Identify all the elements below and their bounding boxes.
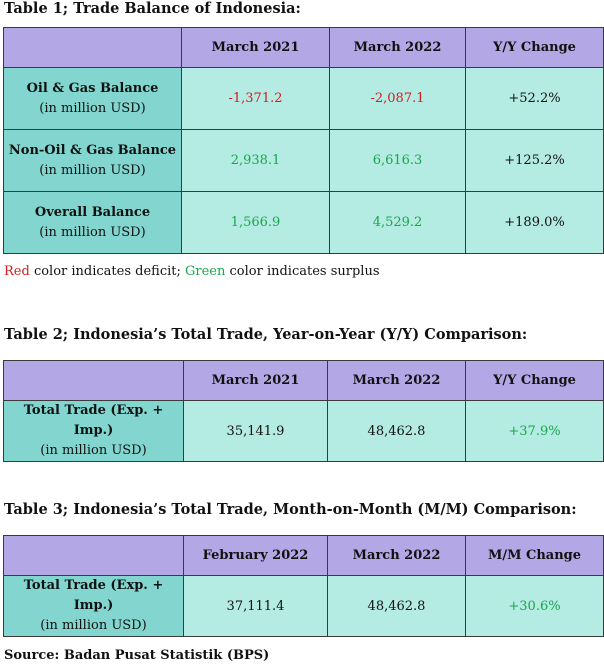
table1-header-blank — [4, 28, 182, 68]
value-change: +52.2% — [466, 68, 604, 130]
source-note: Source: Badan Pusat Statistik (BPS) — [4, 648, 270, 663]
table2-total-trade-yoy — [3, 360, 604, 462]
table2-header-blank — [4, 361, 184, 401]
value-march-2022: 48,462.8 — [328, 576, 466, 637]
table3-header-col1: February 2022 — [184, 536, 328, 576]
table1-title: Table 1; Trade Balance of Indonesia: — [4, 0, 301, 17]
table-row — [4, 401, 604, 462]
row-unit: (in million USD) — [39, 100, 146, 116]
table-row — [4, 192, 604, 254]
row-unit: (in million USD) — [40, 443, 147, 458]
value-change: +189.0% — [466, 192, 604, 254]
table1-header-col2: March 2022 — [330, 28, 466, 68]
table2-header-col1: March 2021 — [184, 361, 328, 401]
value-march-2022: 4,529.2 — [330, 192, 466, 254]
row-label-cell — [4, 401, 184, 462]
table1-trade-balance — [3, 27, 604, 254]
row-unit: (in million USD) — [39, 224, 146, 240]
table3-header-col2: March 2022 — [328, 536, 466, 576]
row-label: Total Trade (Exp. + Imp.) — [23, 578, 164, 613]
row-label: Non-Oil & Gas Balance — [8, 142, 177, 158]
row-unit: (in million USD) — [39, 162, 146, 178]
table2-header-row — [4, 361, 604, 401]
value-march-2021: 2,938.1 — [182, 130, 330, 192]
value-change: +30.6% — [466, 576, 604, 637]
table1-header-row — [4, 28, 604, 68]
value-change: +37.9% — [466, 401, 604, 462]
table3-header-col3: M/M Change — [466, 536, 604, 576]
table-row — [4, 576, 604, 637]
row-label: Oil & Gas Balance — [26, 80, 159, 96]
row-label: Overall Balance — [34, 204, 151, 220]
table-row — [4, 130, 604, 192]
note-mid-text: color indicates deficit; — [29, 264, 186, 279]
table2-title: Table 2; Indonesia’s Total Trade, Year-on-Year (Y/Y) Comparison: — [4, 326, 528, 343]
value-february-2022: 37,111.4 — [184, 576, 328, 637]
table3-header-row — [4, 536, 604, 576]
note-red-word: Red — [4, 264, 30, 279]
table2-header-col3: Y/Y Change — [466, 361, 604, 401]
row-label-cell — [4, 130, 182, 192]
table2-header-col2: March 2022 — [328, 361, 466, 401]
table1-header-col1: March 2021 — [182, 28, 330, 68]
value-march-2022: -2,087.1 — [330, 68, 466, 130]
table3-header-blank — [4, 536, 184, 576]
row-unit: (in million USD) — [40, 618, 147, 633]
table3-total-trade-mom — [3, 535, 604, 637]
row-label-cell — [4, 192, 182, 254]
note-green-word: Green — [185, 264, 226, 279]
table-row — [4, 68, 604, 130]
row-label: Total Trade (Exp. + Imp.) — [23, 403, 164, 438]
value-march-2021: -1,371.2 — [182, 68, 330, 130]
row-label-cell — [4, 576, 184, 637]
table1-header-col3: Y/Y Change — [466, 28, 604, 68]
value-change: +125.2% — [466, 130, 604, 192]
table3-title: Table 3; Indonesia’s Total Trade, Month-on-Month (M/M) Comparison: — [4, 501, 577, 518]
row-label-cell — [4, 68, 182, 130]
value-march-2021: 35,141.9 — [184, 401, 328, 462]
note-end-text: color indicates surplus — [225, 264, 380, 279]
value-march-2022: 6,616.3 — [330, 130, 466, 192]
value-march-2021: 1,566.9 — [182, 192, 330, 254]
value-march-2022: 48,462.8 — [328, 401, 466, 462]
color-legend-note — [4, 264, 380, 279]
